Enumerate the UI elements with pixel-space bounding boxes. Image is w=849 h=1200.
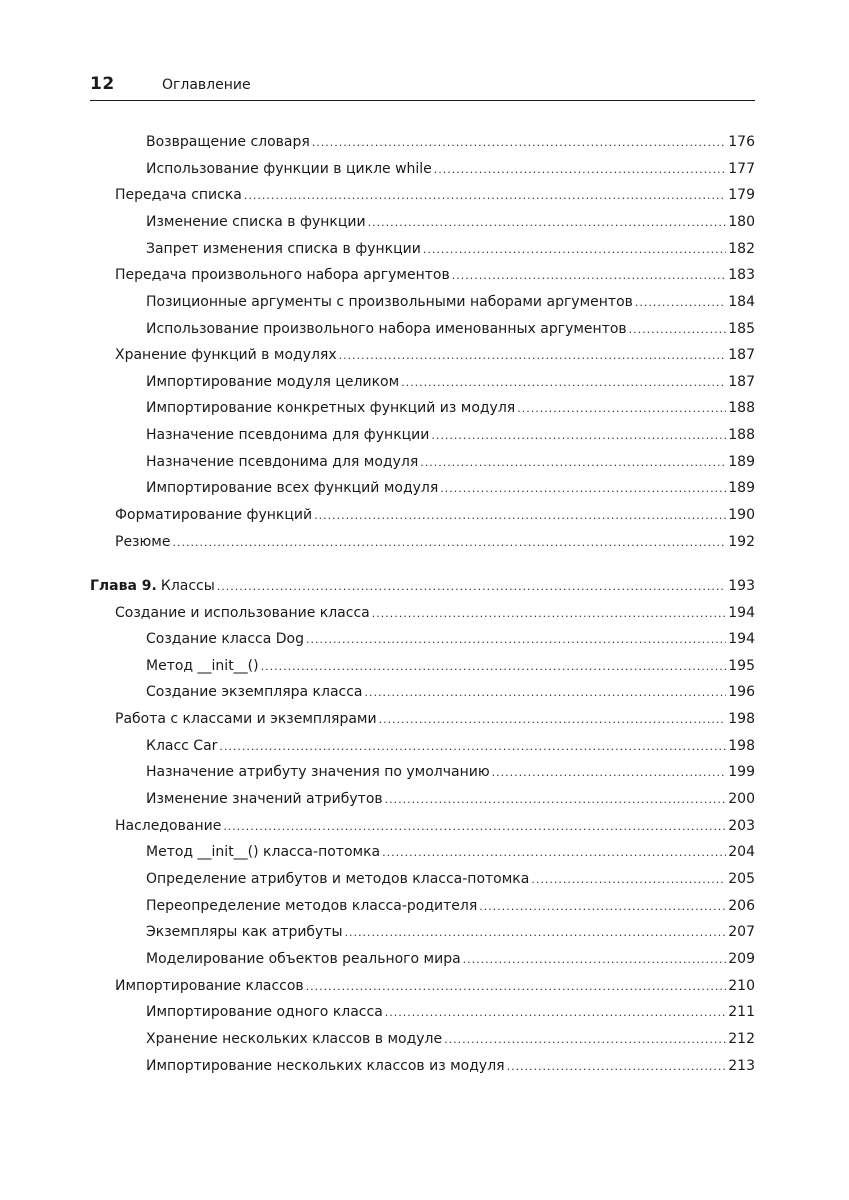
toc-entry-title: Форматирование функций <box>115 507 313 523</box>
toc-entry-title: Хранение функций в модулях <box>115 347 337 363</box>
toc-entry-title: Возвращение словаря <box>146 134 310 150</box>
toc-entry-title: Наследование <box>115 818 222 834</box>
toc-entry-title: Метод __init__() <box>146 658 259 674</box>
toc-entry[interactable] <box>146 1002 755 1022</box>
toc-entry[interactable] <box>146 292 755 312</box>
dot-leader <box>172 533 726 553</box>
dot-leader <box>431 426 726 446</box>
toc-entry-title: Определение атрибутов и методов класса-потомка <box>146 871 530 887</box>
toc-entry-title: Работа с классами и экземплярами <box>115 711 377 727</box>
dot-leader <box>444 1030 726 1050</box>
toc-entry-title: Назначение атрибуту значения по умолчанию <box>146 764 490 780</box>
toc-entry-title: Назначение псевдонима для модуля <box>146 454 419 470</box>
toc-entry[interactable] <box>146 922 755 942</box>
toc-entry-page: 182 <box>728 241 755 257</box>
toc-entry[interactable] <box>146 682 755 702</box>
toc-entry-page: 205 <box>728 871 755 887</box>
toc-entry[interactable] <box>146 869 755 889</box>
toc-entry[interactable] <box>115 816 755 836</box>
dot-leader <box>434 160 726 180</box>
toc-entry-title: Экземпляры как атрибуты <box>146 924 343 940</box>
toc-entry-title: Создание и использование класса <box>115 605 370 621</box>
toc-entry-title: Использование функции в цикле while <box>146 161 432 177</box>
dot-leader <box>223 817 726 837</box>
toc-entry-title: Импортирование классов <box>115 978 304 994</box>
toc-entry-page: 198 <box>728 711 755 727</box>
toc-entry-title: Метод __init__() класса-потомка <box>146 844 381 860</box>
dot-leader <box>517 399 726 419</box>
dot-leader <box>306 977 727 997</box>
toc-entry-page: 187 <box>728 347 755 363</box>
toc-entry-page: 192 <box>728 534 755 550</box>
toc-entry-title: Позиционные аргументы с произвольными наборами аргументов <box>146 294 633 310</box>
toc-entry-page: 187 <box>728 374 755 390</box>
dot-leader <box>629 320 727 340</box>
toc-entry-page: 210 <box>728 978 755 994</box>
toc-entry[interactable] <box>146 896 755 916</box>
toc-entry-page: 184 <box>728 294 755 310</box>
toc-entry-title: Импортирование нескольких классов из модуля <box>146 1058 505 1074</box>
toc-entry-page: 190 <box>728 507 755 523</box>
toc-entry-page: 193 <box>728 578 755 594</box>
toc-entry-title: Использование произвольного набора именованных аргументов <box>146 321 627 337</box>
dot-leader <box>479 897 726 917</box>
toc-entry-page: 194 <box>728 631 755 647</box>
toc-entry-title: Переопределение методов класса-родителя <box>146 898 478 914</box>
dot-leader <box>345 923 727 943</box>
toc-entry[interactable] <box>146 425 755 445</box>
toc-entry-page: 176 <box>728 134 755 150</box>
toc-entry-page: 194 <box>728 605 755 621</box>
toc-entry[interactable] <box>146 736 755 756</box>
chapter-title: Классы <box>160 578 215 594</box>
toc-entry[interactable] <box>146 842 755 862</box>
dot-leader <box>244 186 726 206</box>
toc-entry[interactable] <box>146 372 755 392</box>
dot-leader <box>531 870 726 890</box>
toc-entry[interactable] <box>146 319 755 339</box>
dot-leader <box>420 453 726 473</box>
toc-entry[interactable] <box>115 603 755 623</box>
toc-entry[interactable] <box>146 629 755 649</box>
dot-leader <box>365 683 727 703</box>
toc-entry-title: Импортирование всех функций модуля <box>146 480 439 496</box>
toc-entry-title: Импортирование одного класса <box>146 1004 383 1020</box>
toc-entry-title <box>90 576 215 596</box>
toc-entry-page: 206 <box>728 898 755 914</box>
dot-leader <box>372 604 727 624</box>
toc-entry-page: 211 <box>728 1004 755 1020</box>
toc-entry[interactable] <box>146 1029 755 1049</box>
toc-entry[interactable] <box>146 478 755 498</box>
toc-entry-title: Моделирование объектов реального мира <box>146 951 461 967</box>
toc-entry-title: Запрет изменения списка в функции <box>146 241 421 257</box>
toc-entry[interactable] <box>115 185 755 205</box>
toc-entry[interactable] <box>146 452 755 472</box>
dot-leader <box>339 346 727 366</box>
dot-leader <box>368 213 727 233</box>
dot-leader <box>379 710 727 730</box>
toc-entry[interactable] <box>146 762 755 782</box>
toc-entry[interactable] <box>115 505 755 525</box>
toc-entry-page: 200 <box>728 791 755 807</box>
toc-entry-page: 212 <box>728 1031 755 1047</box>
toc-entry-page: 196 <box>728 684 755 700</box>
toc-entry[interactable] <box>146 239 755 259</box>
dot-leader <box>507 1057 727 1077</box>
toc-entry-page: 185 <box>728 321 755 337</box>
toc-entry[interactable] <box>146 132 755 152</box>
toc-entry-title: Передача произвольного набора аргументов <box>115 267 450 283</box>
page-number: 12 <box>90 74 115 94</box>
toc-chapter-entry[interactable] <box>90 576 755 596</box>
dot-leader <box>492 763 727 783</box>
dot-leader <box>452 266 727 286</box>
toc-entry[interactable] <box>146 949 755 969</box>
toc-entry-title: Создание экземпляра класса <box>146 684 363 700</box>
toc-entry-page: 209 <box>728 951 755 967</box>
toc-entry[interactable] <box>115 532 755 552</box>
toc-entry[interactable] <box>146 789 755 809</box>
toc-entry[interactable] <box>146 656 755 676</box>
toc-entry-title: Изменение значений атрибутов <box>146 791 383 807</box>
toc-entry-page: 189 <box>728 480 755 496</box>
toc-entry-page: 180 <box>728 214 755 230</box>
dot-leader <box>463 950 727 970</box>
dot-leader <box>440 479 726 499</box>
toc-entry-page: 207 <box>728 924 755 940</box>
dot-leader <box>217 577 726 597</box>
running-title: Оглавление <box>162 77 251 93</box>
toc-entry-page: 183 <box>728 267 755 283</box>
toc-entry-title: Хранение нескольких классов в модуле <box>146 1031 443 1047</box>
dot-leader <box>306 630 726 650</box>
dot-leader <box>312 133 726 153</box>
toc-entry-page: 188 <box>728 427 755 443</box>
dot-leader <box>382 843 726 863</box>
toc-entry-title: Изменение списка в функции <box>146 214 366 230</box>
toc-entry-page: 195 <box>728 658 755 674</box>
toc-entry-page: 213 <box>728 1058 755 1074</box>
dot-leader <box>423 240 726 260</box>
toc-entry-page: 189 <box>728 454 755 470</box>
toc-entry-page: 179 <box>728 187 755 203</box>
toc-entry-title: Назначение псевдонима для функции <box>146 427 430 443</box>
toc-entry[interactable] <box>146 1056 755 1076</box>
toc-entry-page: 198 <box>728 738 755 754</box>
dot-leader <box>314 506 726 526</box>
toc-entry[interactable] <box>146 212 755 232</box>
dot-leader <box>261 657 727 677</box>
dot-leader <box>401 373 726 393</box>
toc-entry-title: Передача списка <box>115 187 242 203</box>
toc-entry[interactable] <box>115 709 755 729</box>
toc-entry-title: Импортирование конкретных функций из модуля <box>146 400 516 416</box>
toc-entry[interactable] <box>115 345 755 365</box>
toc-entry-page: 204 <box>728 844 755 860</box>
toc-entry[interactable] <box>115 976 755 996</box>
dot-leader <box>219 737 726 757</box>
dot-leader <box>385 790 727 810</box>
dot-leader <box>635 293 726 313</box>
toc-entry[interactable] <box>115 265 755 285</box>
chapter-label: Глава 9. <box>90 578 157 594</box>
toc-entry-page: 177 <box>728 161 755 177</box>
dot-leader <box>385 1003 726 1023</box>
toc-entry-page: 203 <box>728 818 755 834</box>
toc-entry-title: Создание класса Dog <box>146 631 304 647</box>
toc-entry-title: Импортирование модуля целиком <box>146 374 400 390</box>
toc-entry-title: Класс Car <box>146 738 218 754</box>
toc-entry-title: Резюме <box>115 534 171 550</box>
toc-entry[interactable] <box>146 398 755 418</box>
toc-entry-page: 188 <box>728 400 755 416</box>
toc-entry[interactable] <box>146 159 755 179</box>
toc-entry-page: 199 <box>728 764 755 780</box>
